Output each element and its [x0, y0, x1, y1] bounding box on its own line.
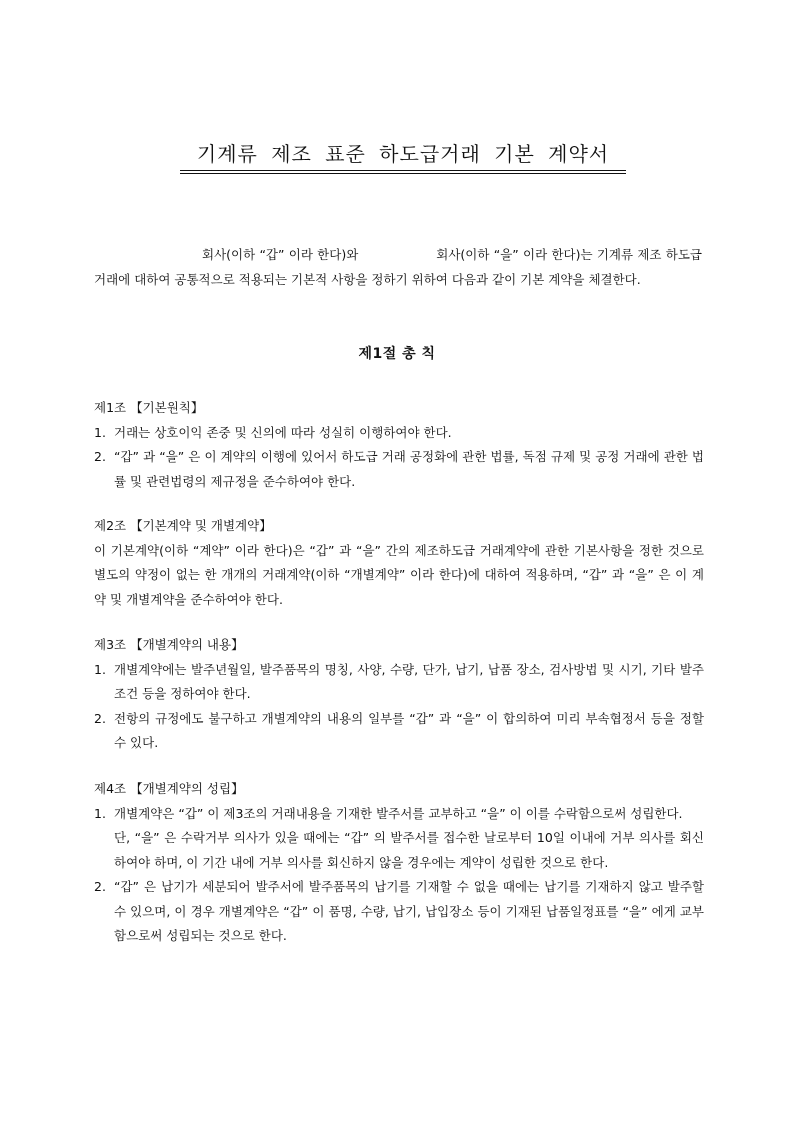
item-text: 전항의 규정에도 불구하고 개별계약의 내용의 일부를 “갑” 과 “을” 이 합의하여 미리 부속협정서 등을 정할 수 있다. — [114, 710, 704, 750]
article-3 — [94, 633, 704, 756]
document-title: 기계류 제조 표준 하도급거래 기본 계약서 — [180, 140, 626, 171]
intro-part2: 회사(이하 “을” 이라 한다)는 기계류 제조 하도급거래에 대하여 공통적으로 적용되는 기본적 사항을 정하기 위하여 다음과 같이 기본 계약을 체결한다. — [94, 247, 702, 287]
article-heading: 제2조 【기본계약 및 개별계약】 — [94, 518, 272, 533]
article-item — [94, 421, 704, 446]
item-text: 개별계약에는 발주년월일, 발주품목의 명칭, 사양, 수량, 단가, 납기, 납품 장소, 검사방법 및 시기, 기타 발주조건 등을 정하여야 한다. — [114, 661, 704, 701]
item-number: 1. — [94, 424, 106, 440]
item-number: 1. — [94, 805, 106, 821]
item-text: 개별계약은 “갑” 이 제3조의 거래내용을 기재한 발주서를 교부하고 “을” 이 이를 수락함으로써 성립한다. — [114, 805, 683, 821]
title-double-underline — [180, 173, 626, 174]
intro-paragraph — [94, 243, 702, 292]
article-2 — [94, 514, 704, 612]
item-number: 2. — [94, 710, 106, 726]
article-heading: 제4조 【개별계약의 성립】 — [94, 781, 244, 796]
article-heading: 제3조 【개별계약의 내용】 — [94, 637, 244, 652]
item-text: 거래는 상호이익 존중 및 신의에 따라 성실히 이행하여야 한다. — [114, 424, 452, 440]
chapter-heading: 제1절 총 칙 — [358, 346, 436, 362]
title-block — [180, 140, 626, 174]
article-item — [94, 802, 704, 827]
intro-text — [94, 243, 702, 292]
article-item — [94, 707, 704, 756]
item-number: 1. — [94, 661, 106, 677]
article-sub-note: 단, “을” 은 수락거부 의사가 있을 때에는 “갑” 의 발주서를 접수한 날로부터 10일 이내에 거부 의사를 회신하여야 하며, 이 기간 내에 거부 의사를 회신하지 않을 경우에는 계약이 성립한 것으로 한다. — [114, 830, 704, 870]
article-4 — [94, 777, 704, 949]
article-paragraph: 이 기본계약(이하 “계약” 이라 한다)은 “갑” 과 “을” 간의 제조하도급 거래계약에 관한 기본사항을 정한 것으로 별도의 약정이 없는 한 개개의 거래계약(이하 “개별계약” 이라 한다)에 대하여 적용하며, “갑” 과 “을” 은 이 계약 및 개별계약을 준수하여야 한다. — [94, 542, 704, 607]
article-heading: 제1조 【기본원칙】 — [94, 400, 204, 415]
item-number: 2. — [94, 879, 106, 894]
article-item — [94, 875, 704, 949]
article-item — [94, 658, 704, 707]
article-item — [94, 445, 704, 494]
intro-part1: 회사(이하 “갑” 이라 한다)와 — [202, 247, 359, 262]
item-number: 2. — [94, 449, 106, 464]
article-1 — [94, 396, 704, 494]
item-text: “갑” 은 납기가 세분되어 발주서에 발주품목의 납기를 기재할 수 없을 때에는 납기를 기재하지 않고 발주할 수 있으며, 이 경우 개별계약은 “갑” 이 품명, 수량, 납기, 납입장소 등이 기재된 납품일정표를 “을” 에게 교부함으로써 성립되는 것으로 한다. — [114, 879, 704, 943]
item-text: “갑” 과 “을” 은 이 계약의 이행에 있어서 하도급 거래 공정화에 관한 법률, 독점 규제 및 공정 거래에 관한 법률 및 관련법령의 제규정을 준수하여야 한다. — [114, 449, 704, 489]
